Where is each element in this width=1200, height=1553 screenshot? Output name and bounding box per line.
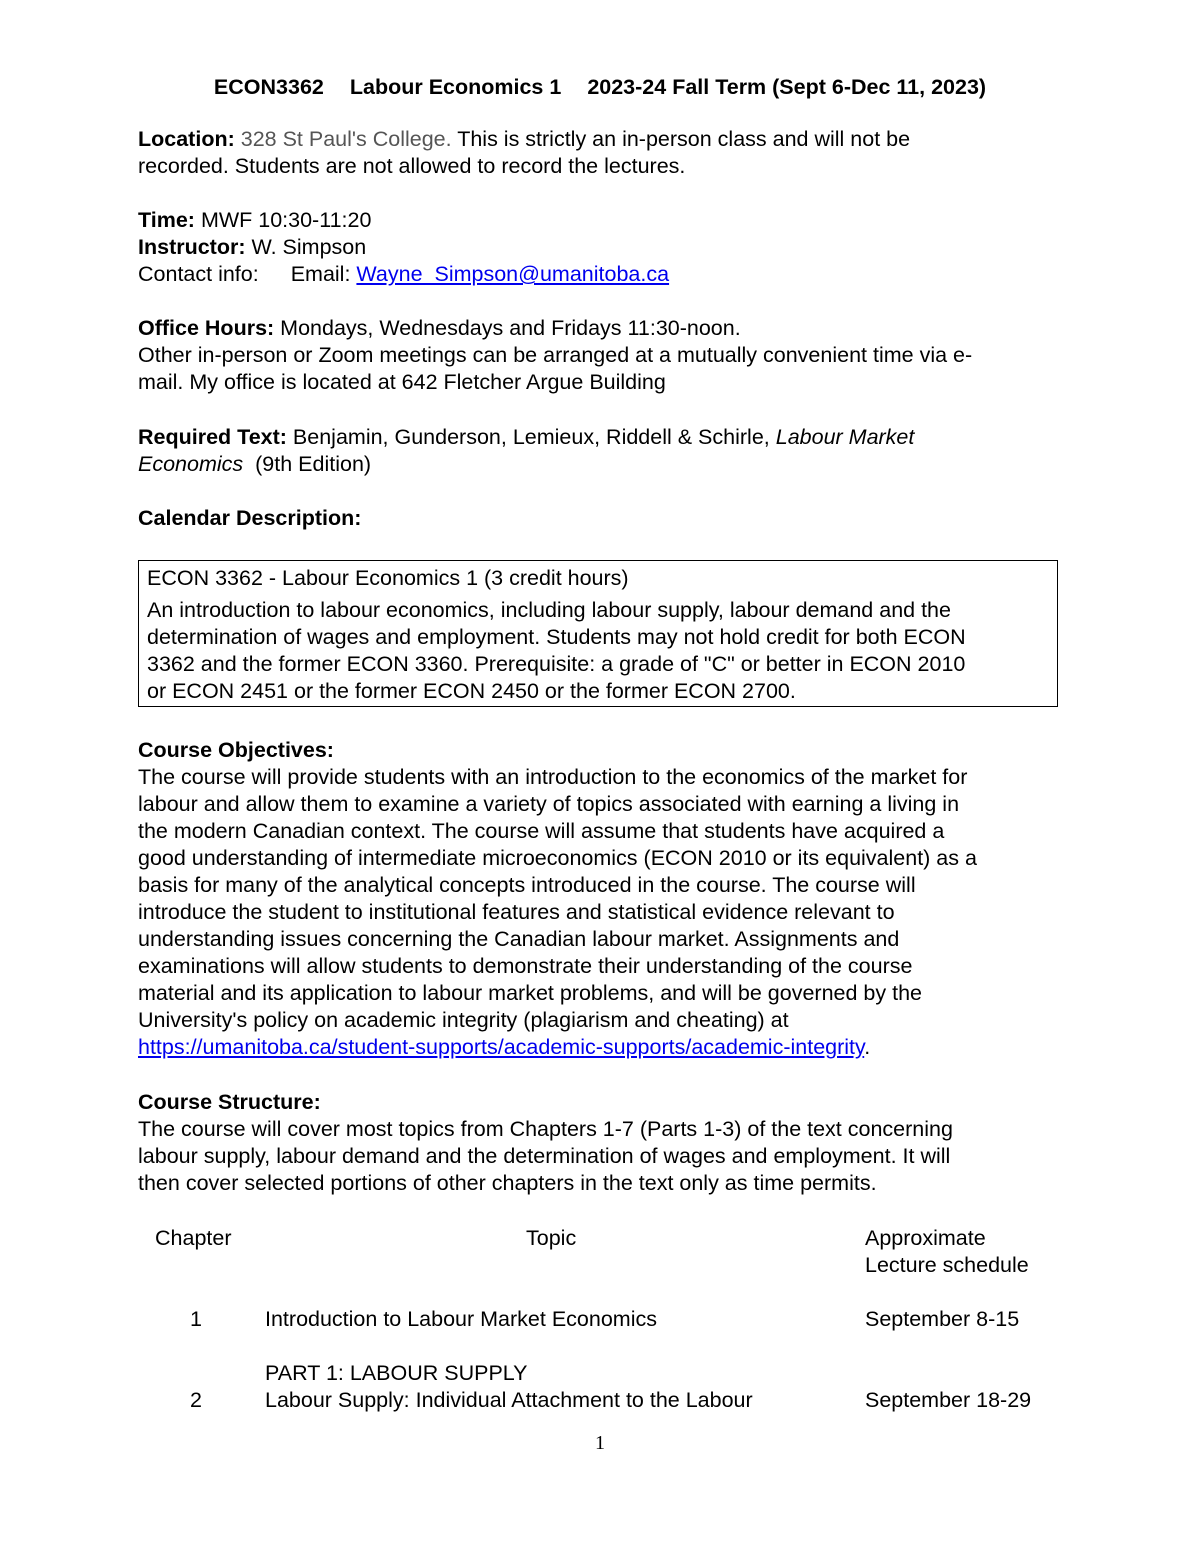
objectives-heading: Course Objectives: bbox=[138, 738, 334, 762]
structure-line: then cover selected portions of other chapters in the text only as time permits. bbox=[138, 1171, 877, 1195]
location-value: 328 St Paul's College. bbox=[240, 127, 452, 151]
structure-line: The course will cover most topics from Chapters 1-7 (Parts 1-3) of the text concerning bbox=[138, 1117, 953, 1141]
calendar-box-line: 3362 and the former ECON 3360. Prerequisite: a grade of "C" or better in ECON 2010 bbox=[147, 652, 966, 676]
row-chapter: 2 bbox=[190, 1388, 202, 1412]
page-number: 1 bbox=[595, 1432, 605, 1454]
instructor-label: Instructor: bbox=[138, 235, 246, 259]
required-text-title-2: Economics bbox=[138, 452, 244, 476]
required-text-label: Required Text: bbox=[138, 425, 287, 449]
row-dates: September 18-29 bbox=[865, 1388, 1032, 1412]
location-line bbox=[138, 126, 910, 153]
instructor-line bbox=[138, 234, 366, 261]
row-topic: Labour Supply: Individual Attachment to the Labour bbox=[265, 1388, 753, 1412]
calendar-description-box bbox=[138, 560, 1058, 707]
office-hours-line-3: mail. My office is located at 642 Fletcher Argue Building bbox=[138, 370, 666, 394]
time-line bbox=[138, 207, 371, 234]
time-label: Time: bbox=[138, 208, 195, 232]
instructor-value: W. Simpson bbox=[251, 235, 367, 259]
required-text-authors: Benjamin, Gunderson, Lemieux, Riddell & Schirle, bbox=[292, 425, 770, 449]
col-header-schedule-2: Lecture schedule bbox=[865, 1253, 1029, 1277]
course-code: ECON3362 bbox=[213, 75, 324, 99]
time-value: MWF 10:30-11:20 bbox=[200, 208, 372, 232]
required-text-line-2 bbox=[138, 451, 371, 478]
integrity-line bbox=[138, 1034, 870, 1061]
location-note: This is strictly an in-person class and will not be bbox=[457, 127, 911, 151]
integrity-period: . bbox=[864, 1035, 871, 1059]
contact-label: Contact info: bbox=[138, 262, 259, 286]
part-heading: PART 1: LABOUR SUPPLY bbox=[265, 1361, 528, 1385]
calendar-box-line: An introduction to labour economics, including labour supply, labour demand and the bbox=[147, 598, 951, 622]
location-label: Location: bbox=[138, 127, 235, 151]
objectives-line: labour and allow them to examine a variety of topics associated with earning a living in bbox=[138, 792, 960, 816]
office-hours-line-2: Other in-person or Zoom meetings can be arranged at a mutually convenient time via e- bbox=[138, 343, 973, 367]
objectives-line: The course will provide students with an introduction to the economics of the market for bbox=[138, 765, 968, 789]
course-term: 2023-24 Fall Term (Sept 6-Dec 11, 2023) bbox=[587, 75, 987, 99]
objectives-line: material and its application to labour market problems, and will be governed by the bbox=[138, 981, 922, 1005]
objectives-line: understanding issues concerning the Canadian labour market. Assignments and bbox=[138, 927, 900, 951]
structure-heading: Course Structure: bbox=[138, 1090, 321, 1114]
calendar-box-line: or ECON 2451 or the former ECON 2450 or the former ECON 2700. bbox=[147, 679, 796, 703]
course-name: Labour Economics 1 bbox=[349, 75, 562, 99]
email-label: Email: bbox=[290, 262, 351, 286]
contact-line bbox=[138, 261, 669, 288]
objectives-line: University's policy on academic integrity (plagiarism and cheating) at bbox=[138, 1008, 789, 1032]
required-text-title: Labour Market bbox=[775, 425, 915, 449]
calendar-heading: Calendar Description: bbox=[138, 506, 362, 530]
col-header-chapter: Chapter bbox=[155, 1226, 232, 1250]
required-text-line bbox=[138, 424, 914, 451]
col-header-schedule: Approximate bbox=[865, 1226, 986, 1250]
objectives-line: examinations will allow students to demonstrate their understanding of the course bbox=[138, 954, 913, 978]
objectives-line: basis for many of the analytical concepts introduced in the course. The course will bbox=[138, 873, 916, 897]
structure-line: labour supply, labour demand and the determination of wages and employment. It will bbox=[138, 1144, 951, 1168]
col-header-topic: Topic bbox=[526, 1226, 577, 1250]
email-link[interactable]: Wayne_Simpson@umanitoba.ca bbox=[356, 262, 670, 286]
objectives-line: good understanding of intermediate microeconomics (ECON 2010 or its equivalent) as a bbox=[138, 846, 977, 870]
office-hours-label: Office Hours: bbox=[138, 316, 275, 340]
row-topic: Introduction to Labour Market Economics bbox=[265, 1307, 657, 1331]
calendar-box-title: ECON 3362 - Labour Economics 1 (3 credit hours) bbox=[147, 566, 629, 590]
office-hours-value: Mondays, Wednesdays and Fridays 11:30-noon. bbox=[280, 316, 741, 340]
required-text-edition: (9th Edition) bbox=[255, 452, 372, 476]
office-hours-line bbox=[138, 315, 741, 342]
location-note-2: recorded. Students are not allowed to record the lectures. bbox=[138, 154, 686, 178]
academic-integrity-link[interactable]: https://umanitoba.ca/student-supports/academic-supports/academic-integrity bbox=[138, 1035, 865, 1059]
calendar-box-line: determination of wages and employment. Students may not hold credit for both ECON bbox=[147, 625, 966, 649]
objectives-line: introduce the student to institutional features and statistical evidence relevant to bbox=[138, 900, 895, 924]
objectives-line: the modern Canadian context. The course will assume that students have acquired a bbox=[138, 819, 945, 843]
row-dates: September 8-15 bbox=[865, 1307, 1020, 1331]
row-chapter: 1 bbox=[190, 1307, 202, 1331]
course-title bbox=[0, 74, 1200, 101]
